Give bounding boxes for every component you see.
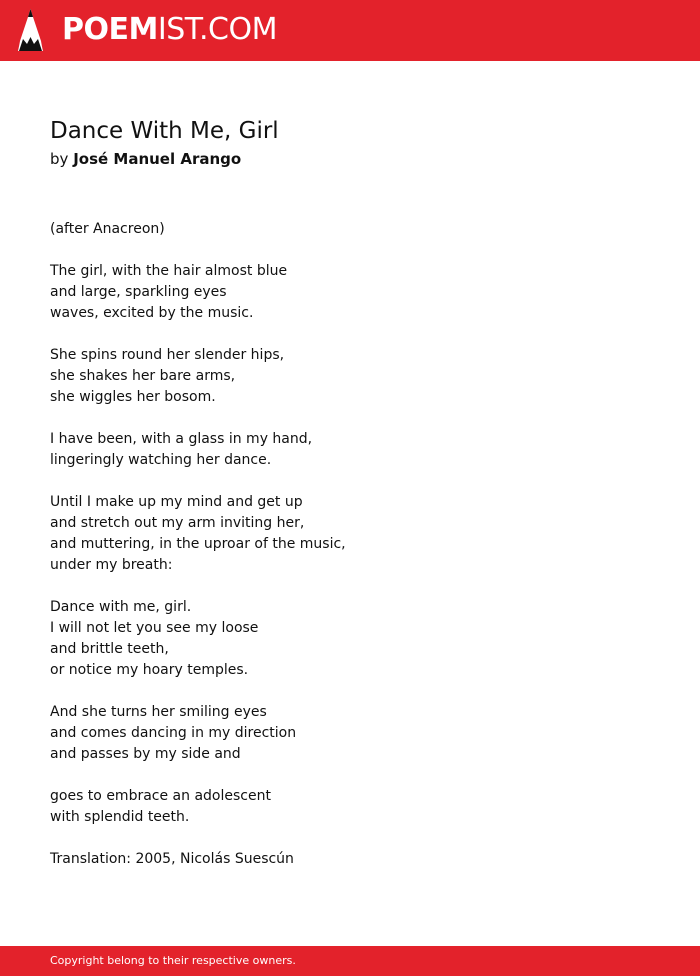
- poem-line: I have been, with a glass in my hand,: [50, 431, 313, 447]
- poem-stanza: [50, 492, 650, 576]
- poem-body: [50, 219, 650, 891]
- poem-stanza: [50, 849, 650, 870]
- poem-line: she shakes her bare arms,: [50, 368, 236, 384]
- poem-line: and large, sparkling eyes: [50, 284, 227, 300]
- poem-line: Translation: 2005, Nicolás Suescún: [50, 851, 294, 867]
- poem-line: The girl, with the hair almost blue: [50, 263, 288, 279]
- poem-line: And she turns her smiling eyes: [50, 704, 267, 720]
- poem-stanza: [50, 219, 650, 240]
- site-header: [0, 0, 700, 61]
- poem-line: she wiggles her bosom.: [50, 389, 216, 405]
- brand-light: IST.COM: [157, 12, 277, 47]
- poem-line: goes to embrace an adolescent: [50, 788, 271, 804]
- poem-line: (after Anacreon): [50, 221, 165, 237]
- poem-line: and comes dancing in my direction: [50, 725, 297, 741]
- poem-stanza: [50, 345, 650, 408]
- poem-line: Dance with me, girl.: [50, 599, 192, 615]
- poem-stanza: [50, 429, 650, 471]
- poem-stanza: [50, 261, 650, 324]
- poem-line: I will not let you see my loose: [50, 620, 259, 636]
- poem-line: and muttering, in the uproar of the music,: [50, 536, 346, 552]
- copyright-text: Copyright belong to their respective owners.: [50, 954, 296, 967]
- poem-line: She spins round her slender hips,: [50, 347, 285, 363]
- poem-line: and passes by my side and: [50, 746, 241, 762]
- poem-line: Until I make up my mind and get up: [50, 494, 303, 510]
- poem-line: with splendid teeth.: [50, 809, 190, 825]
- poem-stanza: [50, 597, 650, 681]
- poem-title: Dance With Me, Girl: [50, 118, 279, 144]
- brand-logo[interactable]: [62, 10, 277, 50]
- poem-line: under my breath:: [50, 557, 173, 573]
- poem-line: and stretch out my arm inviting her,: [50, 515, 305, 531]
- poem-stanza: [50, 702, 650, 765]
- by-label: by: [50, 150, 69, 168]
- poem-stanza: [50, 786, 650, 828]
- poem-line: lingeringly watching her dance.: [50, 452, 272, 468]
- brand-bold: POEM: [62, 12, 158, 47]
- poem-line: or notice my hoary temples.: [50, 662, 249, 678]
- pencil-icon[interactable]: [17, 9, 44, 52]
- poem-byline: [50, 149, 241, 169]
- poem-author[interactable]: José Manuel Arango: [73, 150, 242, 168]
- poem-line: waves, excited by the music.: [50, 305, 254, 321]
- poem-line: and brittle teeth,: [50, 641, 169, 657]
- site-footer: [0, 946, 700, 976]
